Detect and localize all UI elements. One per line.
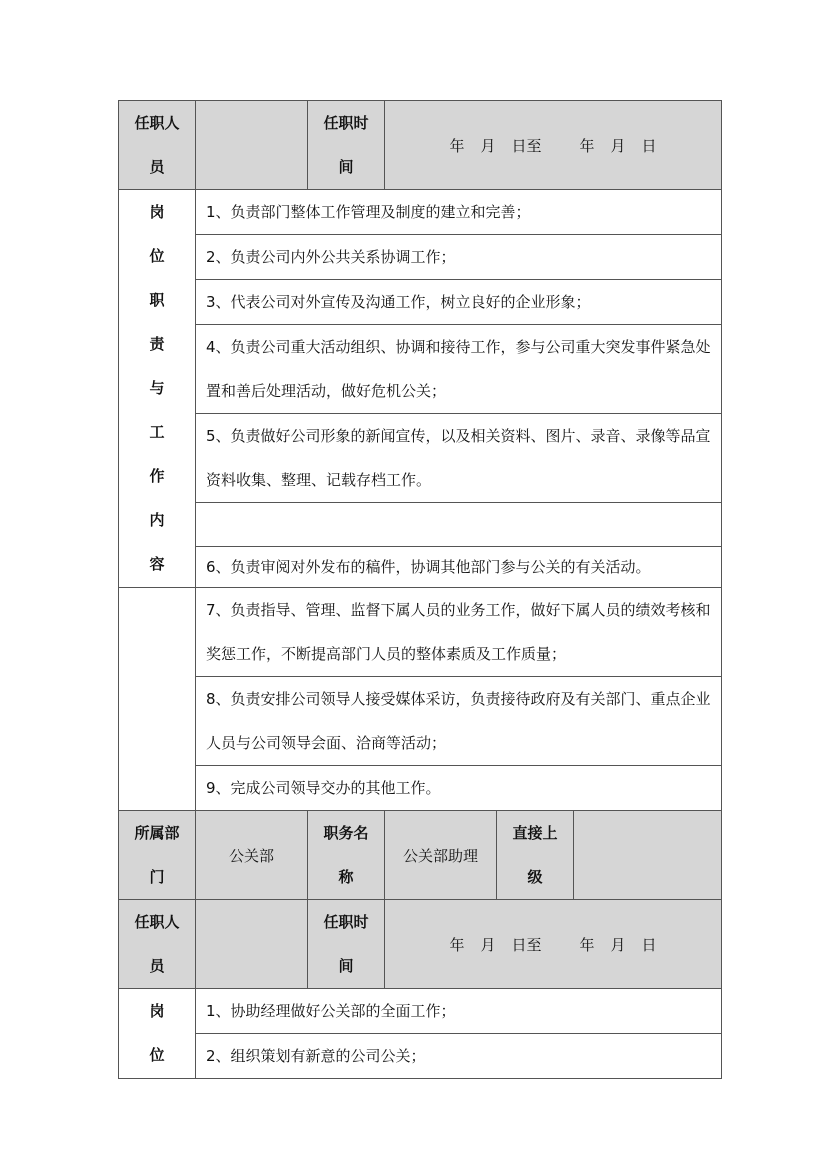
duty-item-4: 4、负责公司重大活动组织、协调和接待工作，参与公司重大突发事件紧急处置和善后处理活动，做好危机公关； xyxy=(196,325,722,414)
duty-item-7: 7、负责指导、管理、监督下属人员的业务工作，做好下属人员的绩效考核和奖惩工作，不断提高部门人员的整体素质及工作质量； xyxy=(196,588,722,677)
duty-item-1: 1、负责部门整体工作管理及制度的建立和完善； xyxy=(196,190,722,235)
direct-superior-value[interactable] xyxy=(574,811,722,900)
tenure-label-2: 任职时 间 xyxy=(308,900,385,989)
duties-label-2: 岗 位 xyxy=(119,989,196,1079)
duty2-item-1: 1、协助经理做好公关部的全面工作； xyxy=(196,989,722,1034)
job-description-table xyxy=(118,100,722,1079)
duty-item-5: 5、负责做好公司形象的新闻宣传，以及相关资料、图片、录音、录像等品宣资料收集、整理、记载存档工作。 xyxy=(196,414,722,503)
department-label: 所属部 门 xyxy=(119,811,196,900)
duty2-item-2: 2、组织策划有新意的公司公关； xyxy=(196,1034,722,1079)
appointee-value-2[interactable] xyxy=(196,900,308,989)
duty-item-6: 6、负责审阅对外发布的稿件，协调其他部门参与公关的有关活动。 xyxy=(196,547,722,588)
appointee-label: 任职人 员 xyxy=(119,101,196,190)
duty-item-2: 2、负责公司内外公共关系协调工作； xyxy=(196,235,722,280)
position-title-value[interactable]: 公关部助理 xyxy=(385,811,497,900)
appointee-row xyxy=(119,101,722,190)
duties-label: 岗 位 职 责 与 工 作 内 容 xyxy=(119,190,196,588)
job-description-document xyxy=(118,100,721,1079)
tenure-date-range[interactable]: 年 月 日至 年 月 日 xyxy=(385,101,722,190)
appointee-label-2: 任职人 员 xyxy=(119,900,196,989)
duties-continued-label-cell xyxy=(119,588,196,811)
blank-duty-row xyxy=(196,503,722,547)
direct-superior-label: 直接上 级 xyxy=(497,811,574,900)
tenure-label: 任职时 间 xyxy=(308,101,385,190)
position-title-label: 职务名 称 xyxy=(308,811,385,900)
department-value[interactable]: 公关部 xyxy=(196,811,308,900)
duty-item-3: 3、代表公司对外宣传及沟通工作，树立良好的企业形象； xyxy=(196,280,722,325)
appointee-row-2 xyxy=(119,900,722,989)
duty-item-8: 8、负责安排公司领导人接受媒体采访，负责接待政府及有关部门、重点企业人员与公司领导会面、洽商等活动； xyxy=(196,677,722,766)
tenure-date-range-2[interactable]: 年 月 日至 年 月 日 xyxy=(385,900,722,989)
appointee-value[interactable] xyxy=(196,101,308,190)
duty-item-9: 9、完成公司领导交办的其他工作。 xyxy=(196,766,722,811)
department-row xyxy=(119,811,722,900)
